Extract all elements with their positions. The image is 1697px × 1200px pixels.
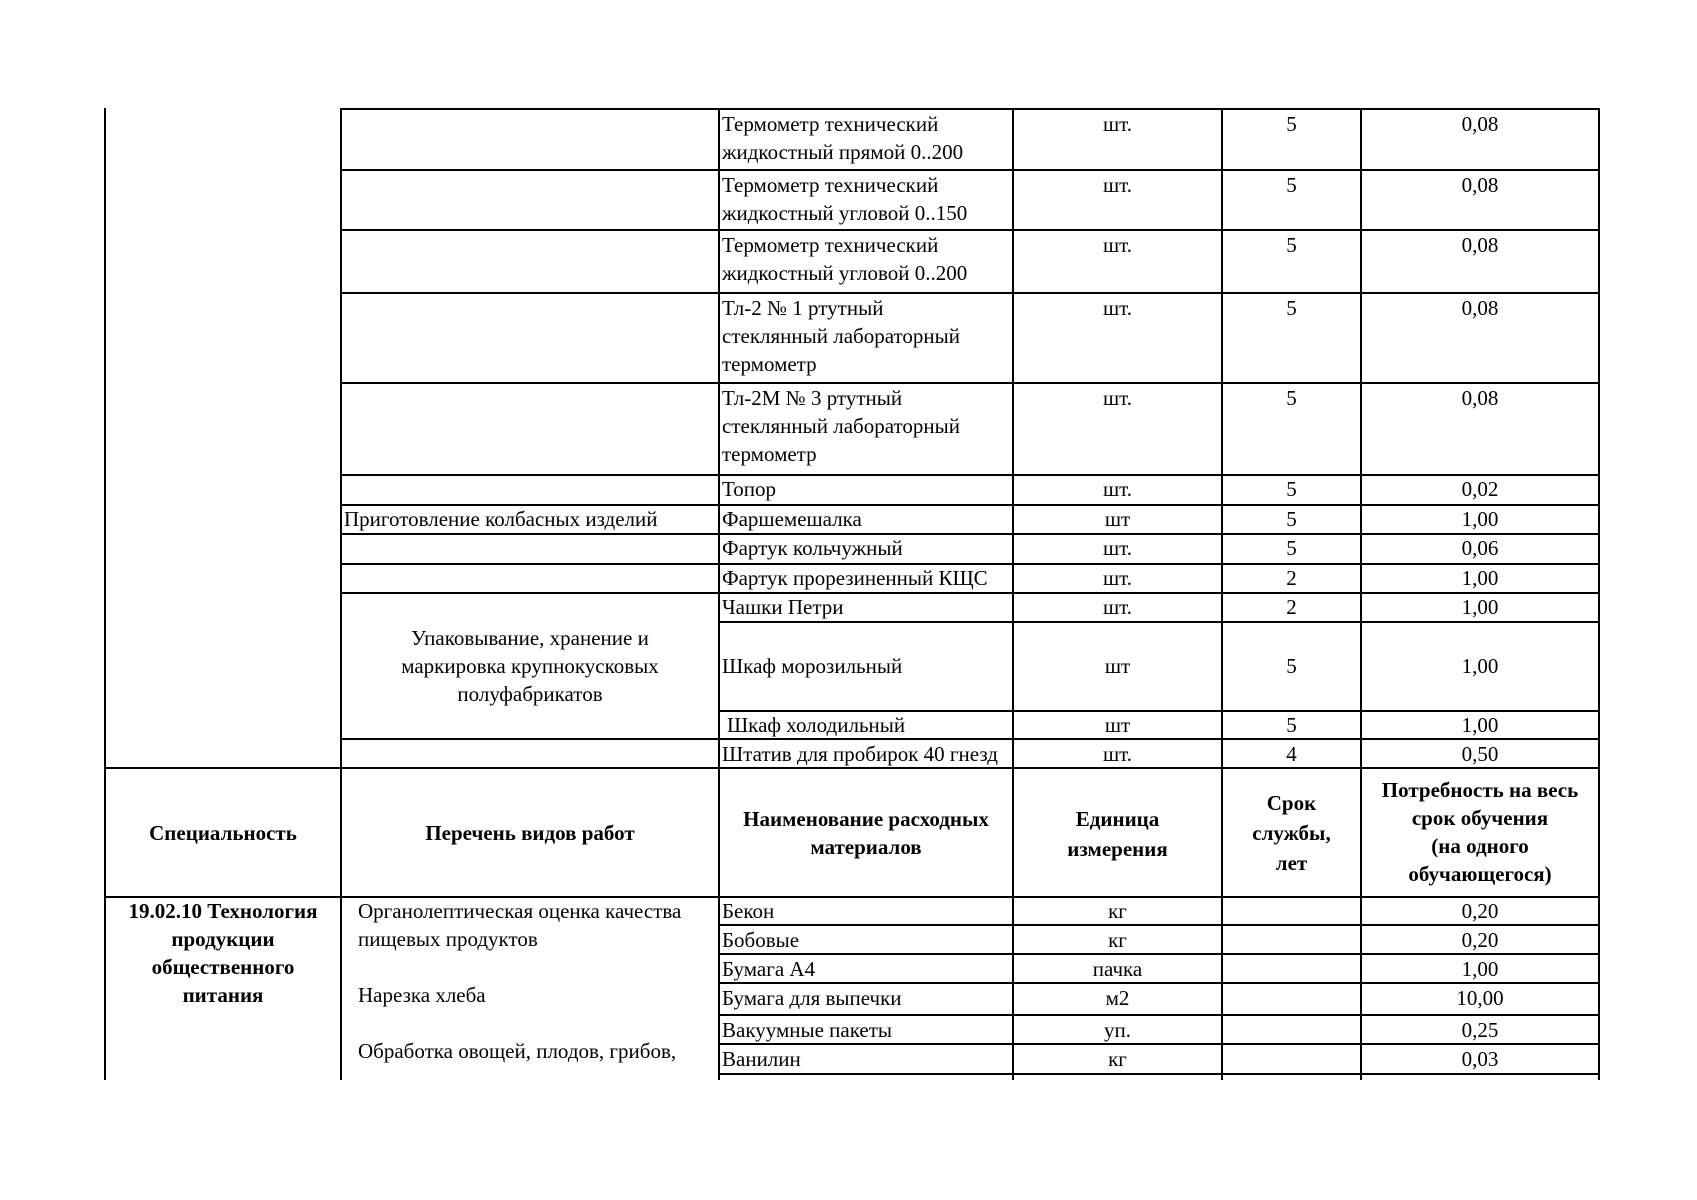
table-row-line	[718, 621, 1600, 623]
cell-unit: м2	[1105, 986, 1130, 1010]
cell-name: Штатив для пробирок 40 гнезд	[722, 742, 998, 766]
header-life: Срок	[1266, 791, 1317, 815]
cell-name: Ванилин	[722, 1047, 801, 1071]
cell-unit: шт.	[1102, 296, 1133, 320]
cell-life: 4	[1286, 742, 1297, 766]
cell-need: 1,00	[1461, 507, 1499, 531]
cell-name: Термометр технический	[722, 112, 939, 136]
cell-name: Шкаф холодильный	[727, 713, 906, 737]
cell-unit: шт	[1104, 507, 1131, 531]
cell-name: Тл-2 № 1 ртутный	[722, 296, 884, 320]
table-border-right	[1598, 108, 1600, 1080]
cell-specialty: общественного	[151, 955, 295, 979]
cell-life: 5	[1286, 233, 1297, 257]
cell-need: 0,03	[1461, 1047, 1499, 1071]
cell-name: Топор	[722, 477, 776, 501]
cell-need: 0,20	[1461, 899, 1499, 923]
cell-name: Тл-2М № 3 ртутный	[722, 386, 903, 410]
cell-name: Термометр технический	[722, 233, 939, 257]
cell-need: 0,25	[1461, 1018, 1499, 1042]
cell-name: термометр	[722, 352, 817, 376]
cell-unit: шт.	[1102, 233, 1133, 257]
cell-unit: шт.	[1102, 595, 1133, 619]
cell-need: 1,00	[1461, 566, 1499, 590]
cell-need: 0,08	[1461, 386, 1499, 410]
cell-need: 10,00	[1456, 986, 1504, 1010]
header-need: обучающегося)	[1408, 862, 1552, 886]
cell-need: 1,00	[1461, 654, 1499, 678]
cell-work-item: Органолептическая оценка качества	[358, 899, 682, 923]
cell-unit: шт	[1104, 654, 1131, 678]
cell-specialty: 19.02.10 Технология	[128, 899, 318, 923]
header-need: (на одного	[1431, 834, 1529, 858]
cell-life: 5	[1286, 654, 1297, 678]
cell-need: 1,00	[1461, 713, 1499, 737]
cell-unit: шт.	[1102, 173, 1133, 197]
table-col-line	[340, 897, 342, 1080]
cell-life: 5	[1286, 386, 1297, 410]
cell-life: 5	[1286, 477, 1297, 501]
header-unit: Единица	[1075, 807, 1160, 831]
cell-name: Вакуумные пакеты	[722, 1018, 893, 1042]
cell-need: 1,00	[1461, 957, 1499, 981]
cell-unit: кг	[1108, 899, 1127, 923]
cell-name: Шкаф морозильный	[722, 654, 903, 678]
cell-name: Бобовые	[722, 928, 800, 952]
cell-unit: шт.	[1102, 536, 1133, 560]
cell-need: 0,20	[1461, 928, 1499, 952]
table-col-line	[340, 108, 342, 897]
cell-unit: шт.	[1102, 112, 1133, 136]
cell-need: 1,00	[1461, 595, 1499, 619]
cell-life: 5	[1286, 713, 1297, 737]
header-life: лет	[1275, 851, 1308, 875]
cell-specialty: продукции	[171, 927, 275, 951]
cell-name: жидкостный угловой 0..150	[722, 201, 968, 225]
cell-name: термометр	[722, 442, 817, 466]
cell-unit: уп.	[1104, 1018, 1131, 1042]
cell-work-merged: полуфабрикатов	[457, 682, 603, 706]
cell-need: 0,08	[1461, 173, 1499, 197]
header-name: Наименование расходных	[743, 807, 989, 831]
cell-life: 5	[1286, 296, 1297, 320]
cell-unit: шт	[1104, 713, 1131, 737]
cell-unit: кг	[1108, 1047, 1127, 1071]
cell-work-item: Обработка овощей, плодов, грибов,	[358, 1039, 677, 1063]
cell-unit: пачка	[1092, 957, 1143, 981]
header-name: материалов	[810, 835, 922, 859]
header-need: Потребность на весь	[1381, 778, 1579, 802]
cell-name: Бумага А4	[722, 957, 816, 981]
cell-name: Фаршемешалка	[722, 507, 862, 531]
cell-unit: кг	[1108, 928, 1127, 952]
cell-specialty: питания	[182, 983, 264, 1007]
cell-name: Фартук прорезиненный КЩС	[722, 566, 988, 590]
cell-name: Фартук кольчужный	[722, 536, 903, 560]
header-unit: измерения	[1067, 837, 1168, 861]
cell-need: 0,50	[1461, 742, 1499, 766]
cell-name: стеклянный лабораторный	[722, 414, 960, 438]
cell-work-item: Нарезка хлеба	[358, 983, 486, 1007]
cell-life: 5	[1286, 112, 1297, 136]
table-col-line	[718, 108, 720, 1080]
cell-work: Приготовление колбасных изделий	[344, 507, 658, 531]
header-need: срок обучения	[1411, 806, 1549, 830]
cell-name: жидкостный угловой 0..200	[722, 261, 968, 285]
cell-name: жидкостный прямой 0..200	[722, 140, 964, 164]
cell-name: Бумага для выпечки	[722, 986, 902, 1010]
cell-work-merged: Упаковывание, хранение и	[411, 626, 649, 650]
header-works: Перечень видов работ	[425, 821, 635, 845]
cell-unit: шт.	[1102, 477, 1133, 501]
header-specialty: Специальность	[149, 821, 297, 845]
cell-name: Бекон	[722, 899, 775, 923]
cell-need: 0,08	[1461, 112, 1499, 136]
cell-name: стеклянный лабораторный	[722, 324, 960, 348]
cell-need: 0,02	[1461, 477, 1499, 501]
cell-unit: шт.	[1102, 386, 1133, 410]
header-life: службы,	[1252, 821, 1331, 845]
cell-life: 5	[1286, 173, 1297, 197]
cell-life: 5	[1286, 536, 1297, 560]
cell-need: 0,06	[1461, 536, 1499, 560]
cell-unit: шт.	[1102, 742, 1133, 766]
cell-work-item: пищевых продуктов	[358, 927, 538, 951]
cell-need: 0,08	[1461, 233, 1499, 257]
cell-work-merged: маркировка крупнокусковых	[401, 654, 659, 678]
cell-life: 5	[1286, 507, 1297, 531]
cell-life: 2	[1286, 566, 1297, 590]
cell-life: 2	[1286, 595, 1297, 619]
cell-name: Чашки Петри	[722, 595, 844, 619]
cell-name: Термометр технический	[722, 173, 939, 197]
table-row-line	[718, 1073, 1600, 1075]
cell-need: 0,08	[1461, 296, 1499, 320]
cell-unit: шт.	[1102, 566, 1133, 590]
